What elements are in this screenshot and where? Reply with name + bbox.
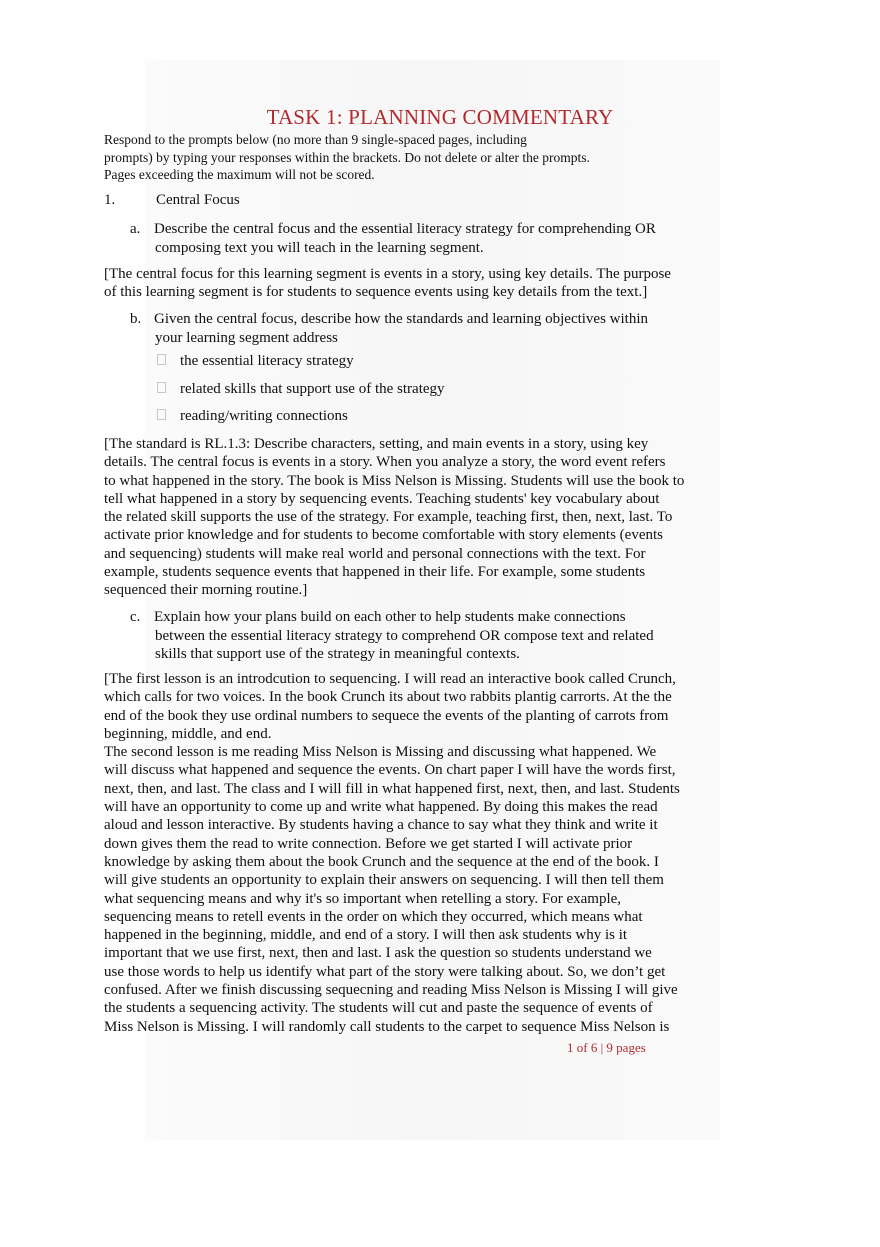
bullet-text: reading/writing connections xyxy=(180,408,348,424)
instructions-line: prompts) by typing your responses within the brackets. Do not delete or alter the prompts. xyxy=(104,149,590,165)
response-line: details. The central focus is events in a story. When you analyze a story, the word event refers xyxy=(104,454,666,471)
response-line: the students a sequencing activity. The students will cut and paste the sequence of events of xyxy=(104,1000,653,1017)
response-line: what sequencing means and why it's so important when retelling a story. For example, xyxy=(104,890,622,907)
response-line: [The central focus for this learning segment is events in a story, using key details. The purpose xyxy=(104,266,671,282)
response-line: happened in the beginning, middle, and end of a story. I will then ask students why is it xyxy=(104,927,628,944)
bullet-item xyxy=(157,353,354,370)
prompt-text: Given the central focus, describe how the standards and learning objectives within xyxy=(154,311,649,327)
response-line: to what happened in the story. The book is Miss Nelson is Missing. Students will use the book to xyxy=(104,472,685,489)
prompt-marker: c. xyxy=(130,609,141,625)
response-line: end of the book they use ordinal numbers to sequece the events of the planting of carrots from xyxy=(104,707,669,724)
prompt-marker: b. xyxy=(130,311,142,327)
section-heading xyxy=(104,192,240,209)
bullet-text: the essential literacy strategy xyxy=(180,353,354,369)
bullet-item xyxy=(157,408,348,425)
response-line: will discuss what happened and sequence the events. On chart paper I will have the words first, xyxy=(104,762,676,779)
prompt-a xyxy=(130,220,656,257)
page-title: TASK 1: PLANNING COMMENTARY xyxy=(266,105,614,129)
response-line: the related skill supports the use of the strategy. For example, teaching first, then, next, last. To xyxy=(104,509,673,526)
prompt-b xyxy=(130,310,648,347)
section-number: 1. xyxy=(104,192,116,208)
response-line: sequencing means to retell events in the order on which they occurred, which means what xyxy=(104,908,643,925)
response-line: and sequencing) students will make real world and personal connections with the text. For xyxy=(104,545,646,562)
bullet-box-icon xyxy=(157,382,166,393)
response-line: [The standard is RL.1.3: Describe characters, setting, and main events in a story, using key xyxy=(104,436,649,452)
response-line: sequenced their morning routine.] xyxy=(104,582,308,599)
response-line: will have an opportunity to come up and write what happened. By doing this makes the read xyxy=(104,799,658,816)
bullet-text: related skills that support use of the strategy xyxy=(180,381,445,397)
response-line: confused. After we finish discussing sequecning and reading Miss Nelson is Missing I will give xyxy=(104,982,678,999)
response-line: will give students an opportunity to explain their answers on sequencing. I will then tell them xyxy=(104,872,664,889)
response-line: important that we use first, next, then and last. I ask the question so students understand we xyxy=(104,945,652,962)
response-line: down gives them the read to write connection. Before we get started I will activate prior xyxy=(104,835,633,852)
response-line: aloud and lesson interactive. By students having a chance to say what they think and write it xyxy=(104,817,658,834)
prompt-text: Explain how your plans build on each other to help students make connections xyxy=(154,609,626,625)
bullet-item xyxy=(157,381,445,398)
prompt-text: composing text you will teach in the learning segment. xyxy=(155,239,484,256)
prompt-text: Describe the central focus and the essential literacy strategy for comprehending OR xyxy=(154,221,656,237)
instructions xyxy=(104,131,644,184)
response-line: which calls for two voices. In the book Crunch its about two rabbits plantig carrorts. At the the xyxy=(104,689,672,706)
response-line: of this learning segment is for students to sequence events using key details from the text.] xyxy=(104,284,648,301)
bullet-box-icon xyxy=(157,354,166,365)
prompt-text: your learning segment address xyxy=(155,329,338,346)
instructions-line: Respond to the prompts below (no more than 9 single-spaced pages, including xyxy=(104,132,527,147)
prompt-c xyxy=(130,608,654,664)
response-line: Miss Nelson is Missing. I will randomly call students to the carpet to sequence Miss Nelson is xyxy=(104,1018,670,1035)
response-line: knowledge by asking them about the book Crunch and the sequence at the end of the book. I xyxy=(104,853,659,870)
response-line: example, students sequence events that happened in their life. For example, some students xyxy=(104,564,646,581)
instructions-line: Pages exceeding the maximum will not be scored. xyxy=(104,167,375,182)
prompt-marker: a. xyxy=(130,221,141,237)
response-line: [The first lesson is an introdcution to sequencing. I will read an interactive book called Crunch, xyxy=(104,671,676,687)
page-footer: 1 of 6 | 9 pages xyxy=(567,1040,646,1055)
response-line: beginning, middle, and end. xyxy=(104,725,272,742)
response-line: next, then, and last. The class and I will fill in what happened first, next, then, and last. Students xyxy=(104,780,680,797)
response-line: tell what happened in a story by sequencing events. Teaching students' key vocabulary about xyxy=(104,490,660,507)
response-a xyxy=(104,265,724,302)
response-line: The second lesson is me reading Miss Nelson is Missing and discussing what happened. We xyxy=(104,744,657,761)
bullet-box-icon xyxy=(157,409,166,420)
prompt-text: skills that support use of the strategy in meaningful contexts. xyxy=(155,646,520,662)
response-b xyxy=(104,435,724,600)
response-line: activate prior knowledge and for students to become comfortable with story elements (events xyxy=(104,527,663,544)
section-label: Central Focus xyxy=(156,192,240,208)
response-c xyxy=(104,670,724,1036)
response-line: use those words to help us identify what part of the story were talking about. So, we don’t get xyxy=(104,963,666,980)
prompt-text: between the essential literacy strategy to comprehend OR compose text and related xyxy=(155,627,654,644)
